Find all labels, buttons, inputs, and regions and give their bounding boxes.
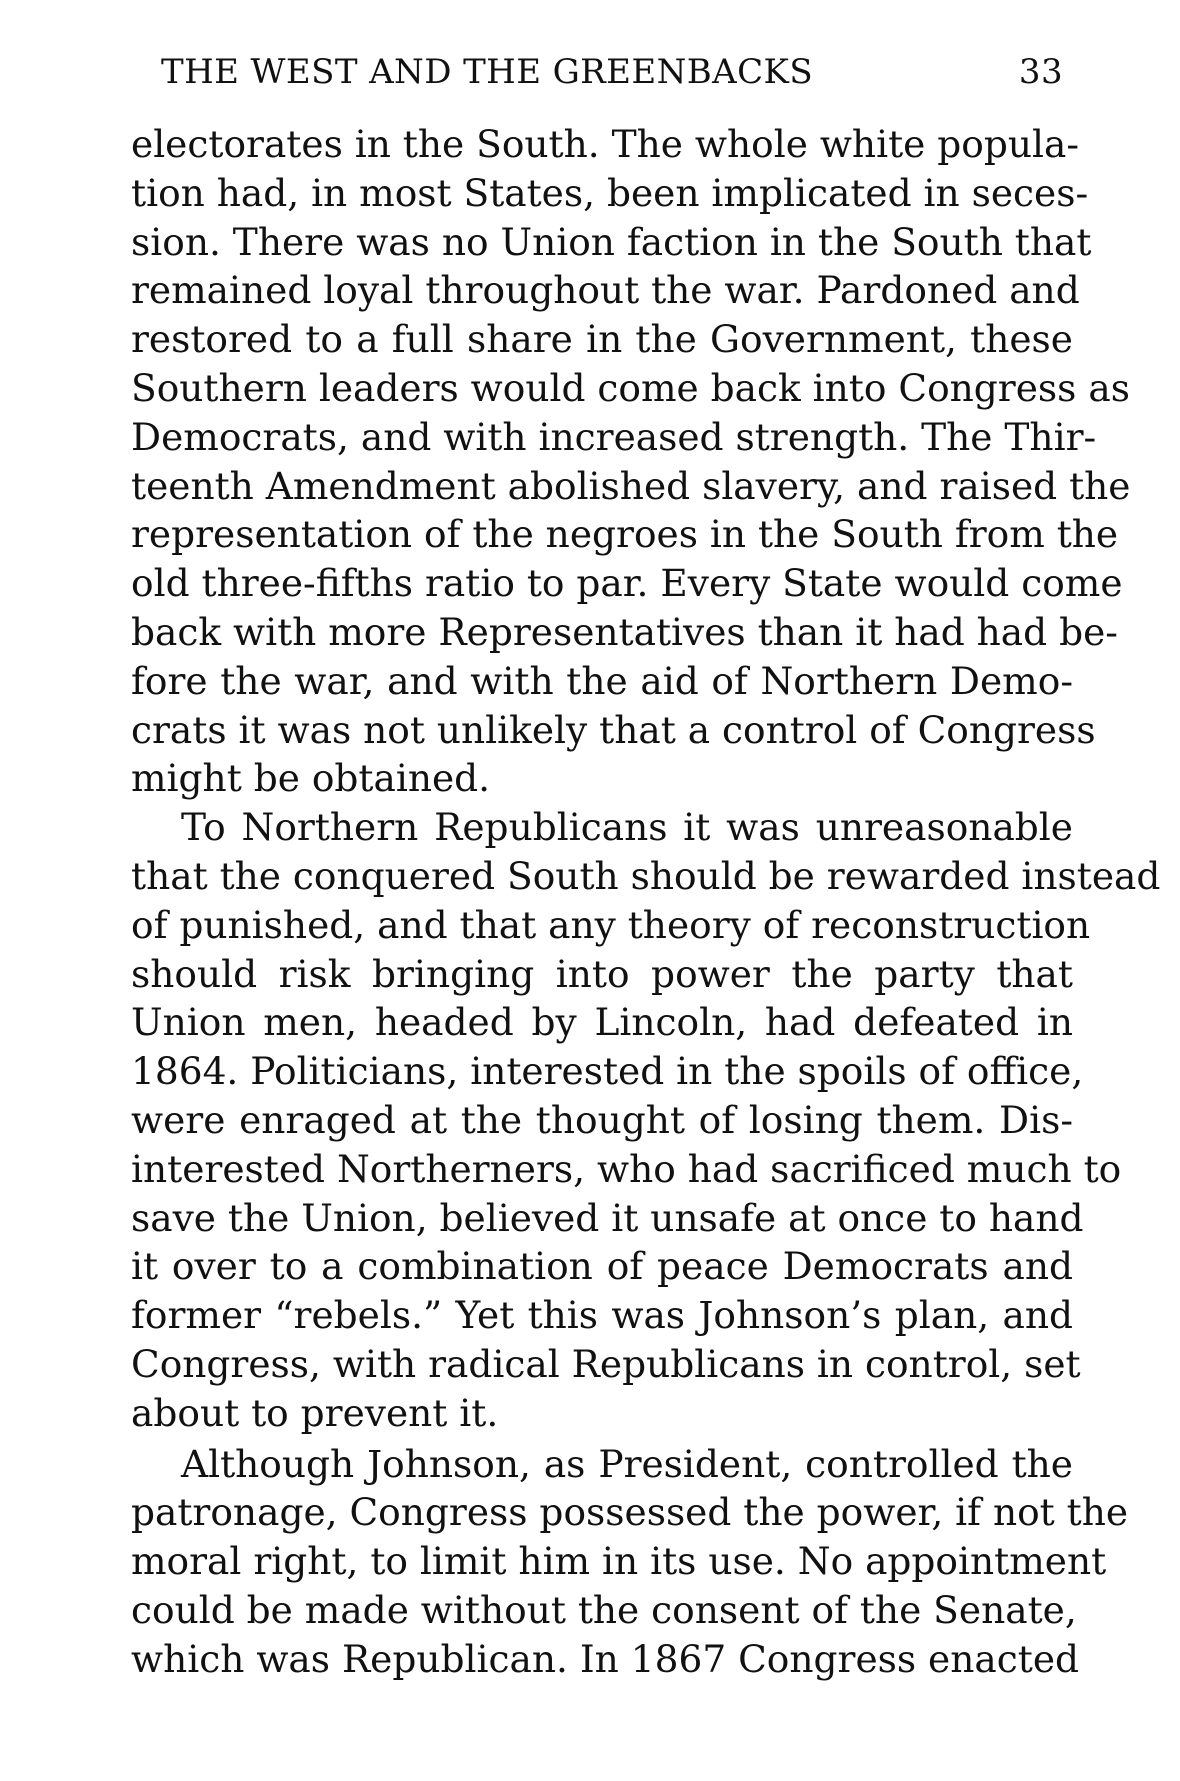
text-line: tion had, in most States, been implicated in seces-: [131, 170, 1089, 215]
text-line: Union men, headed by Lincoln, had defeated in: [131, 1000, 1073, 1045]
paragraph-1: [131, 120, 1131, 803]
text-line: save the Union, believed it unsafe at once to hand: [131, 1195, 1084, 1240]
text-line: restored to a full share in the Government, these: [131, 317, 1073, 362]
paragraph-2: [131, 803, 1161, 1437]
text-line: Although Johnson, as President, controlled the: [181, 1441, 1073, 1486]
text-line: it over to a combination of peace Democrats and: [131, 1244, 1073, 1289]
text-line: interested Northerners, who had sacrificed much to: [131, 1146, 1122, 1191]
text-line: fore the war, and with the aid of Northern Demo-: [131, 658, 1073, 703]
text-line: Congress, with radical Republicans in control, set: [131, 1341, 1081, 1386]
text-line: moral right, to limit him in its use. No appointment: [131, 1539, 1107, 1584]
text-line: were enraged at the thought of losing them. Dis-: [131, 1097, 1073, 1142]
text-line: former “rebels.” Yet this was Johnson’s plan, and: [131, 1293, 1073, 1338]
text-line: electorates in the South. The whole white popula-: [131, 122, 1080, 166]
text-line: could be made without the consent of the Senate,: [131, 1587, 1077, 1632]
text-line: Southern leaders would come back into Congress as: [131, 365, 1130, 410]
text-line: crats it was not unlikely that a control of Congress: [131, 707, 1096, 752]
text-line: To Northern Republicans it was unreasonable: [181, 805, 1073, 850]
text-line: which was Republican. In 1867 Congress enacted: [131, 1636, 1080, 1681]
text-line: might be obtained.: [131, 756, 491, 801]
text-line: sion. There was no Union faction in the South that: [131, 219, 1092, 264]
text-line: patronage, Congress possessed the power, if not the: [131, 1490, 1129, 1535]
text-line: old three-fifths ratio to par. Every State would come: [131, 561, 1123, 606]
text-line: remained loyal throughout the war. Pardoned and: [131, 268, 1080, 313]
text-line: that the conquered South should be rewarded instead: [131, 853, 1161, 898]
page-number: 33: [1018, 52, 1063, 92]
text-line: Democrats, and with increased strength. The Thir-: [131, 414, 1097, 459]
running-head: [161, 52, 1063, 96]
text-line: of punished, and that any theory of reconstruction: [131, 902, 1091, 947]
paragraph-3: [131, 1440, 1129, 1684]
text-line: 1864. Politicians, interested in the spoils of office,: [131, 1049, 1084, 1094]
running-head-title: THE WEST AND THE GREENBACKS: [161, 52, 814, 92]
body-text: [131, 120, 1161, 1684]
text-line: teenth Amendment abolished slavery, and raised the: [131, 463, 1131, 508]
text-line: representation of the negroes in the South from the: [131, 512, 1119, 557]
text-line: back with more Representatives than it had had be-: [131, 609, 1118, 654]
text-line: should risk bringing into power the party that: [131, 951, 1073, 996]
text-line: about to prevent it.: [131, 1390, 499, 1435]
